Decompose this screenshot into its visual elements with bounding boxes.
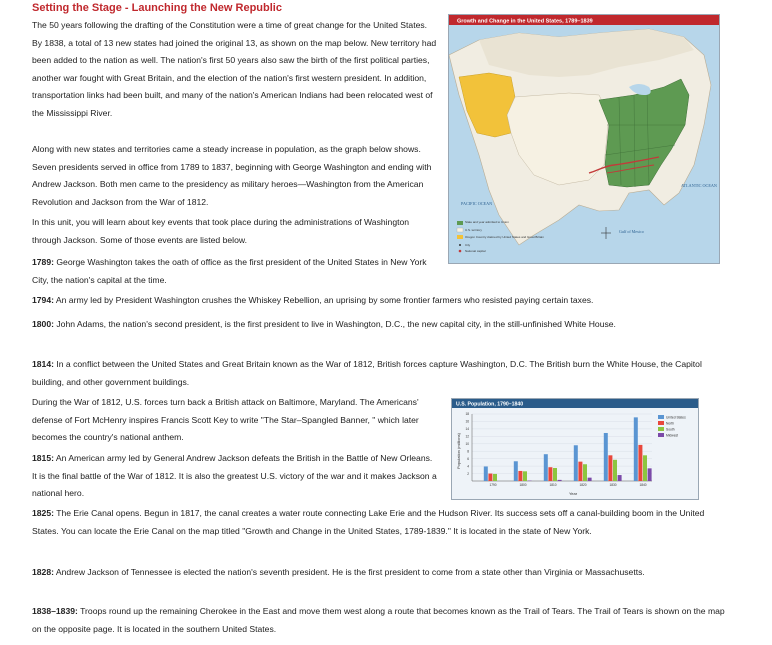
event-year: 1789: — [32, 257, 54, 267]
bar-south-1810 — [553, 468, 557, 481]
bar-south-1790 — [493, 474, 497, 481]
event-year: 1825: — [32, 508, 54, 518]
bar-north-1820 — [578, 462, 582, 481]
bar-united-states-1810 — [544, 454, 548, 481]
y-tick-label: 4 — [467, 464, 469, 469]
bar-north-1810 — [548, 467, 552, 481]
bar-north-1830 — [608, 455, 612, 481]
legend-label: North — [666, 421, 675, 426]
event-1838 — [32, 603, 726, 638]
event-text: An American army led by General Andrew Jackson defeats the British in the Battle of New Orleans. It is the final battle of the War of 1812. It is also the greatest U.S. victory of the war and it makes Jackson a national hero. — [32, 453, 437, 499]
event-text: During the War of 1812, U.S. forces turn back a British attack on Baltimore, Maryland. The Americans' defense of Fort McHenry inspires Francis Scott Key to write "The Star–Spangled Banner, " which later becomes the country's national anthem. — [32, 397, 419, 443]
bar-midwest-1830 — [618, 475, 622, 481]
legend-capital-dot — [459, 250, 462, 253]
legend-item: State and year admitted to Union — [465, 220, 509, 224]
y-tick-label: 2 — [467, 471, 469, 476]
legend-swatch-territory — [457, 228, 463, 232]
oregon-country — [459, 73, 515, 137]
bar-united-states-1790 — [484, 466, 488, 481]
event-text: Andrew Jackson of Tennessee is elected the nation's seventh president. He is the first president to come from a state other than Virginia or Massachusetts. — [53, 567, 645, 577]
legend-label: South — [666, 427, 675, 432]
legend-label: United States — [666, 415, 686, 420]
legend-swatch-oregon — [457, 235, 463, 239]
event-1800 — [32, 316, 726, 334]
event-1789 — [32, 254, 438, 289]
y-tick-label: 8 — [467, 449, 469, 454]
event-year: 1838–1839: — [32, 606, 78, 616]
bar-south-1830 — [613, 460, 617, 481]
event-year: 1794: — [32, 295, 54, 305]
compass-icon — [601, 227, 611, 239]
legend-swatch — [658, 415, 664, 419]
pacific-label: PACIFIC OCEAN — [461, 201, 493, 206]
bar-north-1790 — [488, 474, 492, 481]
growth-map — [448, 14, 720, 264]
event-text: The Erie Canal opens. Begun in 1817, the canal creates a water route connecting Lake Erie and the Hudson River. Its success sets off a canal-building boom in the United States. You can locate the Erie Canal on the map titled "Growth and Change in the United States, 1789-1839." It is located in the state of New York. — [32, 508, 705, 536]
legend-city-dot — [459, 244, 461, 246]
y-tick-label: 16 — [465, 419, 469, 424]
map-title: Growth and Change in the United States, 1789–1839 — [457, 18, 593, 25]
event-baltimore — [32, 394, 438, 447]
event-text: John Adams, the nation's second president, is the first president to live in Washington, D.C., the new capital city, in the still-unfinished White House. — [53, 319, 616, 329]
bar-north-1800 — [518, 471, 522, 481]
chart-title: U.S. Population, 1790–1840 — [456, 401, 524, 408]
y-tick-label: 14 — [465, 427, 469, 432]
y-tick-label: 6 — [467, 456, 469, 461]
unit-paragraph: In this unit, you will learn about key events that took place during the administrations of Washington through Jackson. Some of those events are listed below. — [32, 217, 410, 245]
x-tick-label: 1820 — [579, 483, 587, 487]
bar-united-states-1840 — [634, 417, 638, 481]
legend-item: Oregon Country claimed by United States and Great Britain — [465, 235, 544, 239]
y-tick-label: 18 — [465, 412, 469, 417]
chart-svg — [452, 399, 698, 499]
event-1814 — [32, 356, 726, 391]
legend-item: City — [465, 243, 471, 247]
event-text: In a conflict between the United States and Great Britain known as the War of 1812, British forces capture Washington, D.C. The British burn the White House, the Capitol building, and other government buildings. — [32, 359, 702, 387]
atlantic-label: ATLANTIC OCEAN — [681, 183, 717, 188]
bar-midwest-1820 — [588, 478, 592, 481]
page-title: Setting the Stage - Launching the New Republic — [32, 2, 282, 14]
population-chart — [451, 398, 699, 500]
bar-united-states-1820 — [574, 445, 578, 481]
map-svg — [449, 15, 719, 263]
population-paragraph: Along with new states and territories came a steady increase in population, as the graph below shows. Seven presidents served in office from 1789 to 1837, beginning with George Washington and ending with Andrew Jackson. Both men came to the presidency as military heroes—Washington from the American Revolution and Jackson from the War of 1812. — [32, 144, 432, 207]
x-tick-label: 1800 — [519, 483, 527, 487]
x-tick-label: 1810 — [549, 483, 557, 487]
intro-paragraph: The 50 years following the drafting of the Constitution were a time of great change for the United States. By 1838, a total of 13 new states had joined the original 13, as shown on the map below. New territory had been added to the nation as well. The nation's first 50 years also saw the birth of the first political parties, another war fought with Great Britain, and the election of the nation's first western president. In addition, transportation links had been built, and many of the nation's American Indians had been relocated west of the Mississippi River. — [32, 20, 437, 118]
legend-label: Midwest — [666, 433, 679, 438]
bar-united-states-1800 — [514, 461, 518, 481]
bar-united-states-1830 — [604, 433, 608, 481]
x-axis-label: Year — [569, 491, 578, 496]
legend-item: National capital — [465, 249, 486, 253]
bar-north-1840 — [638, 445, 642, 481]
legend-swatch — [658, 433, 664, 437]
legend-item: U.S. territory — [465, 228, 482, 232]
bar-south-1820 — [583, 464, 587, 481]
event-text: Troops round up the remaining Cherokee in the East and move them west along a route that becomes known as the Trail of Tears. The Trail of Tears is shown on the map on the opposite page. It is located in the southern United States. — [32, 606, 725, 634]
event-year: 1800: — [32, 319, 54, 329]
y-axis-label: Population (millions) — [456, 432, 461, 469]
x-tick-label: 1840 — [639, 483, 647, 487]
event-1794 — [32, 292, 726, 310]
event-1825 — [32, 505, 726, 540]
gulf-label: Gulf of Mexico — [619, 229, 644, 234]
event-1828 — [32, 564, 726, 582]
event-year: 1814: — [32, 359, 54, 369]
bar-midwest-1810 — [558, 480, 562, 481]
legend-swatch — [658, 421, 664, 425]
event-year: 1815: — [32, 453, 54, 463]
event-1815 — [32, 450, 438, 503]
x-tick-label: 1830 — [609, 483, 617, 487]
y-tick-label: 10 — [465, 441, 469, 446]
y-tick-label: 12 — [465, 434, 469, 439]
event-text: An army led by President Washington crushes the Whiskey Rebellion, an uprising by some frontier farmers who resisted paying certain taxes. — [53, 295, 594, 305]
bar-south-1800 — [523, 471, 527, 481]
x-tick-label: 1790 — [489, 483, 497, 487]
event-text: George Washington takes the oath of office as the first president of the United States in New York City, the nation's capital at the time. — [32, 257, 427, 285]
bar-south-1840 — [643, 455, 647, 481]
legend-swatch — [658, 427, 664, 431]
event-year: 1828: — [32, 567, 54, 577]
legend-swatch-states — [457, 221, 463, 225]
bar-midwest-1840 — [648, 468, 652, 481]
